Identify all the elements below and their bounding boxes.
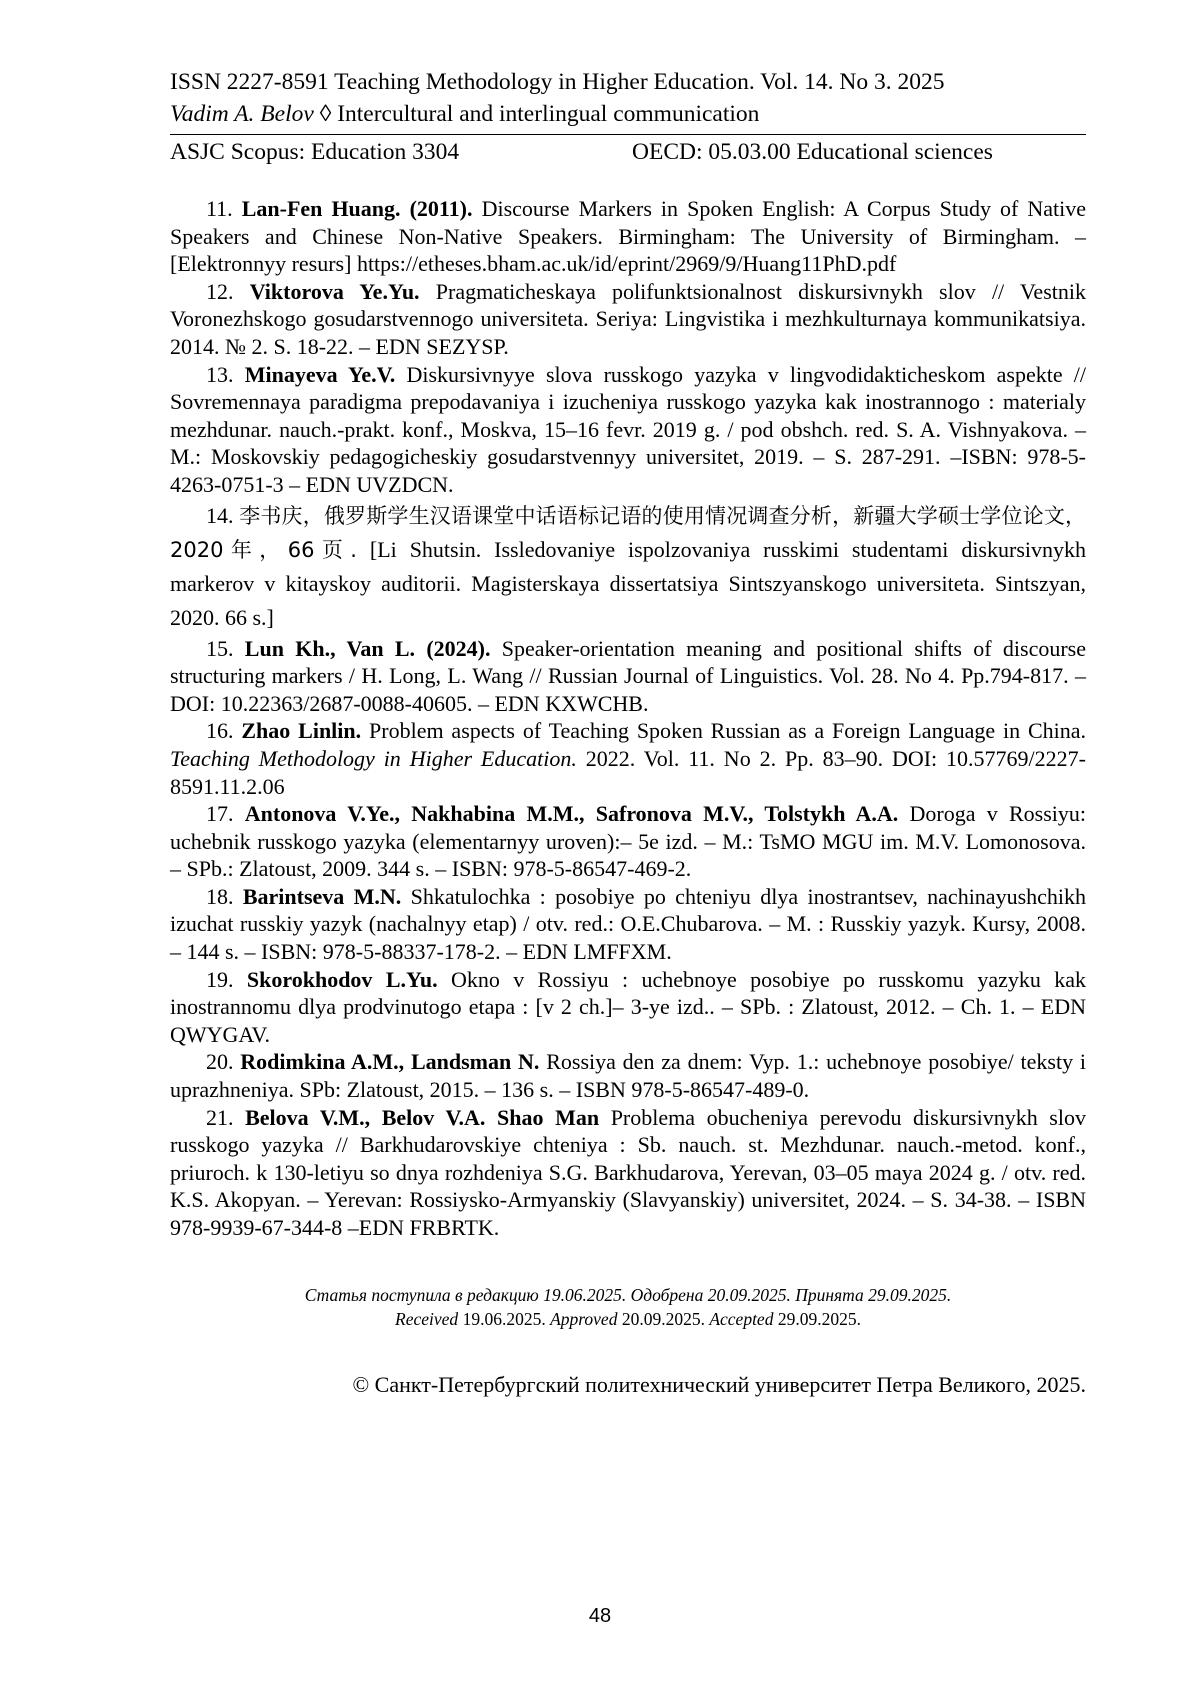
- reference-authors: Viktorova Ye.Yu.: [249, 278, 420, 304]
- dates-russian: Статья поступила в редакцию 19.06.2025. Одобрена 20.09.2025. Принята 29.09.2025.: [304, 1285, 952, 1305]
- header-author: Vadim A. Belov: [170, 101, 314, 127]
- reference-item: [170, 800, 1086, 883]
- reference-authors: Zhao Linlin.: [241, 718, 362, 744]
- diamond-separator: ◊: [313, 101, 338, 127]
- running-header: [170, 66, 1086, 168]
- reference-item: [170, 195, 1086, 278]
- submission-dates: [170, 1283, 1086, 1331]
- reference-text: [Li Shutsin. Issledovaniye ispolzovaniya russkimi studentami diskursivnykh markerov v kitayskoy auditorii. Magisterskaya dissertatsiya Sintszyanskogo universiteta. Sintszyan, 2020. 66 s.]: [170, 536, 1086, 630]
- reference-text: Diskursivnyye slova russkogo yazyka v lingvodidakticheskom aspekte // Sovremennaya paradigma prepodavaniya i izucheniya russkogo yazyka kak inostrannogo : materialy mezhdunar. nauch.-prakt. konf., Moskva, 15–16 fevr. 2019 g. / pod obshch. red. S. A. Vishnyakova. – M.: Moskovskiy pedagogicheskiy gosudarstvennyy universitet, 2019. – S. 287-291. –ISBN: 978-5-4263-0751-3 – EDN UVZDCN.: [170, 361, 1087, 497]
- reference-number: 19.: [206, 966, 234, 992]
- reference-text: Discourse Markers in Spoken English: A Corpus Study of Native Speakers and Chinese Non-Native Speakers. Birmingham: The University of Birmingham. – [Elektronnyy resurs] https://etheses.bham.ac.uk/id/eprint/2969/9/Huang11PhD.pdf: [170, 196, 1086, 277]
- reference-item: [170, 635, 1086, 718]
- asjc-classification: ASJC Scopus: Education 3304: [170, 139, 460, 165]
- reference-item: [170, 966, 1086, 1049]
- reference-text: Pragmaticheskaya polifunktsionalnost diskursivnykh slov // Vestnik Voronezhskogo gosudarstvennogo universiteta. Seriya: Lingvistika i mezhkulturnaya kommunikatsiya. 2014. № 2. S. 18-22. – EDN SEZYSP.: [170, 278, 1086, 359]
- reference-authors: Lan-Fen Huang. (2011).: [241, 196, 473, 221]
- reference-item: [170, 717, 1086, 800]
- reference-text: Okno v Rossiyu : uchebnoye posobiye po russkomu yazyku kak inostrannomu dlya prodvinutogo etapa : [v 2 ch.]– 3-ye izd.. – SPb. : Zlatoust, 2012. – Ch. 1. – EDN QWYGAV.: [170, 966, 1087, 1047]
- approved-label: Approved: [550, 1309, 618, 1329]
- reference-journal-title: Teaching Methodology in Higher Education.: [170, 745, 577, 771]
- reference-number: 12.: [206, 278, 234, 304]
- reference-authors: Rodimkina A.M., Landsman N.: [240, 1049, 540, 1075]
- reference-chinese-citation: 李书庆，俄罗斯学生汉语课堂中话语标记语的使用情况调查分析，新疆大学硕士学位论文，2020年，66页.: [170, 503, 1087, 562]
- reference-number: 16.: [206, 718, 234, 744]
- received-date: 19.06.2025.: [458, 1309, 551, 1329]
- reference-authors: Skorokhodov L.Yu.: [246, 966, 438, 992]
- reference-text: Problema obucheniya perevodu diskursivnykh slov russkogo yazyka // Barkhudarovskiye chteniya : Sb. nauch. st. Mezhdunar. nauch.-metod. konf., priuroch. k 130-letiyu so dnya rozhdeniya S.G. Barkhudarova, Yerevan, 03–05 maya 2024 g. / otv. red. K.S. Akopyan. – Yerevan: Rossiysko-Armyanskiy (Slavyanskiy) universitet, 2024. – S. 34-38. – ISBN 978-9939-67-344-8 –EDN FRBRTK.: [170, 1104, 1086, 1240]
- reference-text: Speaker-orientation meaning and positional shifts of discourse structuring markers / H. Long, L. Wang // Russian Journal of Linguistics. Vol. 28. No 4. Pp.794-817. – DOI: 10.22363/2687-0088-40605. – EDN KXWCHB.: [170, 635, 1086, 716]
- classification-row: [170, 136, 1086, 168]
- reference-text: Rossiya den za dnem: Vyp. 1.: uchebnoye posobiye/ teksty i uprazhneniya. SPb: Zlatoust, 2015. – 136 s. – ISBN 978-5-86547-489-0.: [170, 1049, 1086, 1103]
- reference-item: [170, 1104, 1086, 1242]
- author-title-line: [170, 98, 1086, 130]
- oecd-classification: OECD: 05.03.00 Educational sciences: [632, 139, 993, 165]
- approved-date: 20.09.2025.: [617, 1309, 710, 1329]
- accepted-label: Accepted: [709, 1309, 774, 1329]
- reference-list: [170, 195, 1086, 1242]
- received-label: Received: [395, 1309, 459, 1329]
- accepted-date: 29.09.2025.: [773, 1309, 861, 1329]
- reference-number: 17.: [206, 801, 234, 827]
- reference-authors: Barintseva M.N.: [242, 883, 402, 909]
- header-rule: [170, 134, 1086, 135]
- reference-number: 14.: [206, 502, 234, 528]
- copyright-notice: © Санкт-Петербургский политехнический университет Петра Великого, 2025.: [352, 1372, 1086, 1397]
- reference-authors: Lun Kh., Van L. (2024).: [244, 635, 491, 661]
- journal-issn-line: ISSN 2227-8591 Teaching Methodology in Higher Education. Vol. 14. No 3. 2025: [170, 69, 945, 95]
- reference-authors: Minayeva Ye.V.: [244, 361, 396, 387]
- reference-authors: Antonova V.Ye., Nakhabina M.M., Safronova M.V., Tolstykh A.A.: [244, 801, 899, 827]
- reference-number: 21.: [206, 1104, 234, 1130]
- reference-number: 20.: [206, 1049, 234, 1075]
- dates-english: [170, 1307, 1086, 1331]
- reference-text: Shkatulochka : posobiye po chteniyu dlya inostrantsev, nachinayushchikh izuchat russkiy yazyk (nachalnyy etap) / otv. red.: O.E.Chubarova. – M. : Russkiy yazyk. Kursy, 2008. – 144 s. – ISBN: 978-5-88337-178-2. – EDN LMFFXM.: [170, 883, 1087, 965]
- reference-text: Doroga v Rossiyu: uchebnik russkogo yazyka (elementarnyy uroven):– 5e izd. – M.: TsMO MGU im. M.V. Lomonosova. – SPb.: Zlatoust, 2009. 344 s. – ISBN: 978-5-86547-469-2.: [170, 801, 1087, 882]
- reference-item: [170, 499, 1086, 635]
- reference-text-continued: 2022. Vol. 11. No 2. Pp. 83–90. DOI: 10.57769/2227-8591.11.2.06: [170, 745, 1086, 799]
- reference-item: [170, 1048, 1086, 1103]
- page-number: 48: [588, 1605, 612, 1627]
- reference-number: 11.: [206, 196, 233, 221]
- reference-number: 13.: [206, 361, 234, 387]
- reference-item: [170, 883, 1086, 966]
- reference-number: 18.: [206, 883, 234, 909]
- header-article-title: Intercultural and interlingual communication: [337, 101, 760, 127]
- reference-item: [170, 278, 1086, 361]
- reference-text: Problem aspects of Teaching Spoken Russian as a Foreign Language in China.: [369, 718, 1087, 744]
- reference-authors: Belova V.M., Belov V.A. Shao Man: [245, 1104, 600, 1130]
- reference-item: [170, 361, 1086, 499]
- reference-number: 15.: [206, 635, 234, 661]
